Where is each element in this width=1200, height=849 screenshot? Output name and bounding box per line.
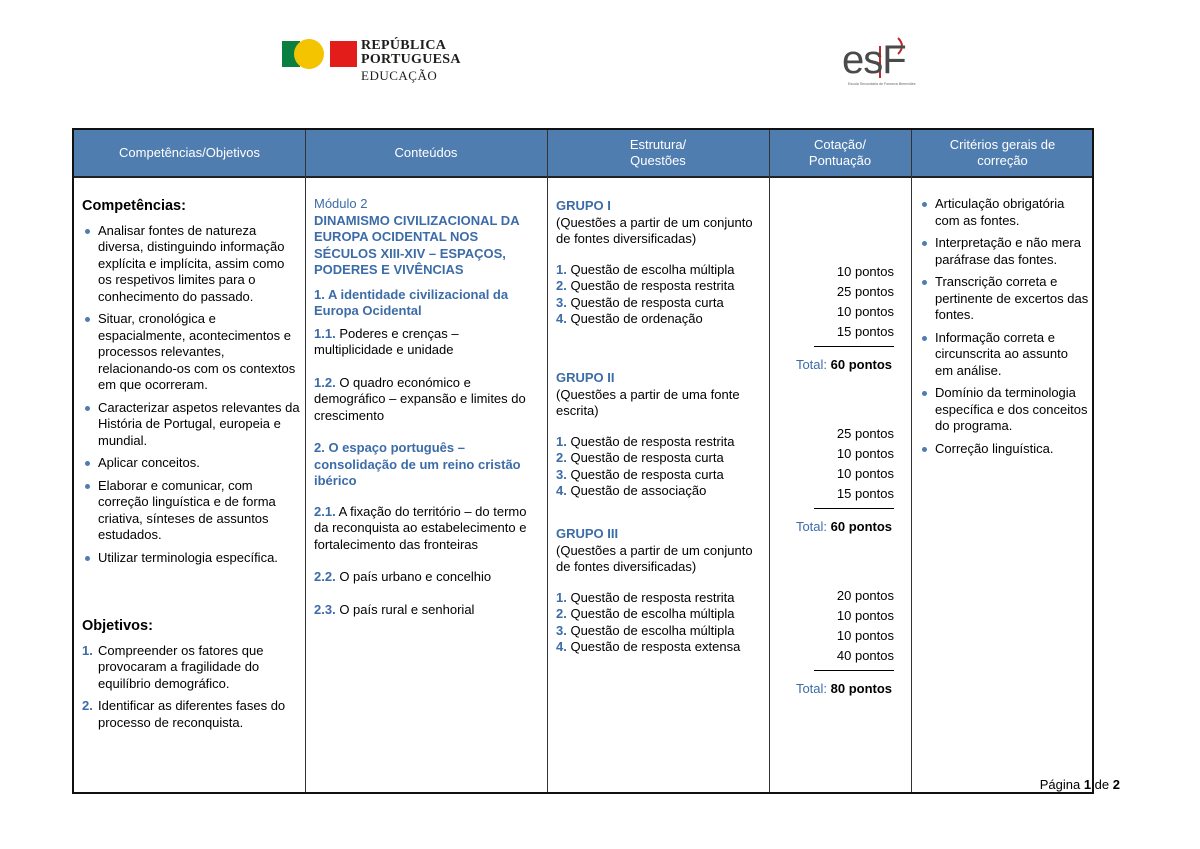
objetivo-item: 1. Compreender os fatores que provocaram a fragilidade do equilíbrio demográfico.	[82, 642, 264, 691]
flag-yellow-shape	[294, 39, 324, 69]
objetivo-item: 2. Identificar as diferentes fases do processo de reconquista.	[82, 698, 286, 730]
subsection-2-1: 2.1. A fixação do território – do termo da reconquista ao estabelecimento e fortalecimento das fronteiras	[314, 503, 527, 552]
points-value: 25 pontos	[836, 426, 894, 441]
question-item: 1. Questão de resposta restrita	[556, 433, 735, 449]
objetivos-list	[82, 643, 300, 732]
header-cotacao: Cotação/ Pontuação	[808, 137, 872, 168]
column-divider	[911, 130, 912, 792]
grupo-2-title: GRUPO II	[556, 370, 615, 385]
points-value: 10 pontos	[836, 608, 894, 623]
competencias-list	[82, 223, 300, 567]
page-number: Página 1 de 2	[1039, 777, 1120, 792]
grupo-2-block	[556, 370, 766, 526]
criterio-item: Informação correta e circunscrita ao assunto em análise.	[919, 330, 1089, 380]
subsection-1-1: 1.1. Poderes e crenças – multiplicidade e unidade	[314, 325, 459, 357]
grupo-3-desc: (Questões a partir de um conjunto de fontes diversificadas)	[556, 542, 753, 574]
question-item: 2. Questão de resposta restrita	[556, 278, 735, 293]
criterio-item: Correção linguística.	[919, 441, 1089, 458]
header-criterios: Critérios gerais de correção	[949, 137, 1056, 168]
points-value: 20 pontos	[836, 588, 894, 603]
grupo-3-block	[556, 526, 766, 656]
column-divider	[547, 130, 548, 792]
subsection-2-2: 2.2. O país urbano e concelhio	[314, 569, 492, 584]
table-header-row	[74, 130, 1092, 178]
republica-portuguesa-logo	[282, 38, 472, 90]
objetivos-title: Objetivos:	[82, 618, 153, 634]
total-points: Total: 60 pontos	[795, 357, 893, 372]
conteudos-column	[314, 196, 540, 634]
grupo-1-points	[774, 262, 894, 424]
grupo-3-title: GRUPO III	[556, 526, 619, 541]
cotacao-column	[774, 262, 894, 699]
school-name-tag: Escola Secundária de Fonseca Benevides	[848, 82, 916, 86]
logo-text-line-1: REPÚBLICA	[361, 38, 447, 53]
grupo-1-title: GRUPO I	[556, 198, 611, 213]
header-estrutura: Estrutura/ Questões	[629, 137, 687, 168]
section-2-title: 2. O espaço português – consolidação de um reino cristão ibérico	[314, 440, 521, 488]
estrutura-column	[556, 198, 766, 656]
points-value: 10 pontos	[836, 628, 894, 643]
criterio-item: Articulação obrigatória com as fontes.	[919, 196, 1089, 229]
question-item: 4. Questão de ordenação	[556, 311, 703, 326]
logo-text-line-3: EDUCAÇÃO	[361, 68, 438, 83]
competencia-item: Caracterizar aspetos relevantes da História de Portugal, europeia e mundial.	[82, 400, 300, 450]
competencia-item: Aplicar conceitos.	[82, 455, 300, 472]
competencia-item: Elaborar e comunicar, com correção linguística e de forma criativa, sínteses de assuntos estudados.	[82, 478, 300, 544]
question-item: 3. Questão de escolha múltipla	[556, 622, 735, 638]
competencias-title: Competências:	[82, 198, 186, 214]
criterios-list	[919, 196, 1089, 457]
module-label: Módulo 2	[314, 196, 368, 211]
total-rule	[814, 670, 894, 671]
subsection-1-2: 1.2. O quadro económico e demográfico – expansão e limites do crescimento	[314, 374, 526, 423]
school-logo-text: esF	[842, 38, 906, 82]
points-value: 10 pontos	[836, 446, 894, 461]
criterios-column	[919, 196, 1089, 463]
points-value: 40 pontos	[836, 648, 894, 663]
grupo-1-block	[556, 198, 766, 370]
logo-text-line-2: PORTUGUESA	[361, 52, 461, 67]
points-value: 10 pontos	[836, 466, 894, 481]
flag-red-shape	[330, 41, 357, 67]
competencia-item: Utilizar terminologia específica.	[82, 550, 300, 567]
header-competencias: Competências/Objetivos	[119, 145, 260, 160]
criterio-item: Interpretação e não mera paráfrase das fontes.	[919, 235, 1089, 268]
column-divider	[769, 130, 770, 792]
header-conteudos: Conteúdos	[394, 145, 458, 160]
total-points: Total: 80 pontos	[795, 681, 893, 696]
grupo-2-desc: (Questões a partir de uma fonte escrita)	[556, 386, 740, 418]
question-item: 4. Questão de resposta extensa	[556, 639, 741, 654]
competencia-item: Analisar fontes de natureza diversa, distinguindo informação explícita e implícita, assim como os respetivos limites para o conhecimento do passado.	[82, 223, 300, 306]
section-1-title: 1. A identidade civilizacional da Europa Ocidental	[314, 286, 509, 318]
grupo-3-points	[774, 586, 894, 699]
module-title: DINAMISMO CIVILIZACIONAL DA EUROPA OCIDENTAL NOS SÉCULOS XIII-XIV – ESPAÇOS, PODERES E VIVÊNCIAS	[314, 212, 520, 277]
criterio-item: Transcrição correta e pertinente de excertos das fontes.	[919, 274, 1089, 324]
points-value: 10 pontos	[836, 264, 894, 279]
column-divider	[305, 130, 306, 792]
question-item: 1. Questão de resposta restrita	[556, 589, 735, 605]
points-value: 15 pontos	[836, 324, 894, 339]
question-item: 4. Questão de associação	[556, 483, 707, 498]
question-item: 1. Questão de escolha múltipla	[556, 261, 735, 277]
points-value: 25 pontos	[836, 284, 894, 299]
exam-matrix-table	[72, 128, 1094, 794]
total-rule	[814, 346, 894, 347]
subsection-2-3: 2.3. O país rural e senhorial	[314, 601, 475, 617]
question-item: 3. Questão de resposta curta	[556, 294, 724, 310]
criterio-item: Domínio da terminologia específica e dos conceitos do programa.	[919, 385, 1089, 435]
question-item: 2. Questão de resposta curta	[556, 450, 724, 465]
points-value: 10 pontos	[836, 304, 894, 319]
competencia-item: Situar, cronológica e espacialmente, acontecimentos e processos relevantes, relacionando-os com os contextos em que ocorreram.	[82, 311, 300, 394]
grupo-1-desc: (Questões a partir de um conjunto de fontes diversificadas)	[556, 214, 753, 246]
school-logo	[840, 32, 920, 90]
grupo-2-points	[774, 424, 894, 586]
question-item: 3. Questão de resposta curta	[556, 466, 724, 482]
total-points: Total: 60 pontos	[795, 519, 893, 534]
question-item: 2. Questão de escolha múltipla	[556, 606, 735, 621]
total-rule	[814, 508, 894, 509]
points-value: 15 pontos	[836, 486, 894, 501]
competencias-column	[82, 198, 300, 737]
